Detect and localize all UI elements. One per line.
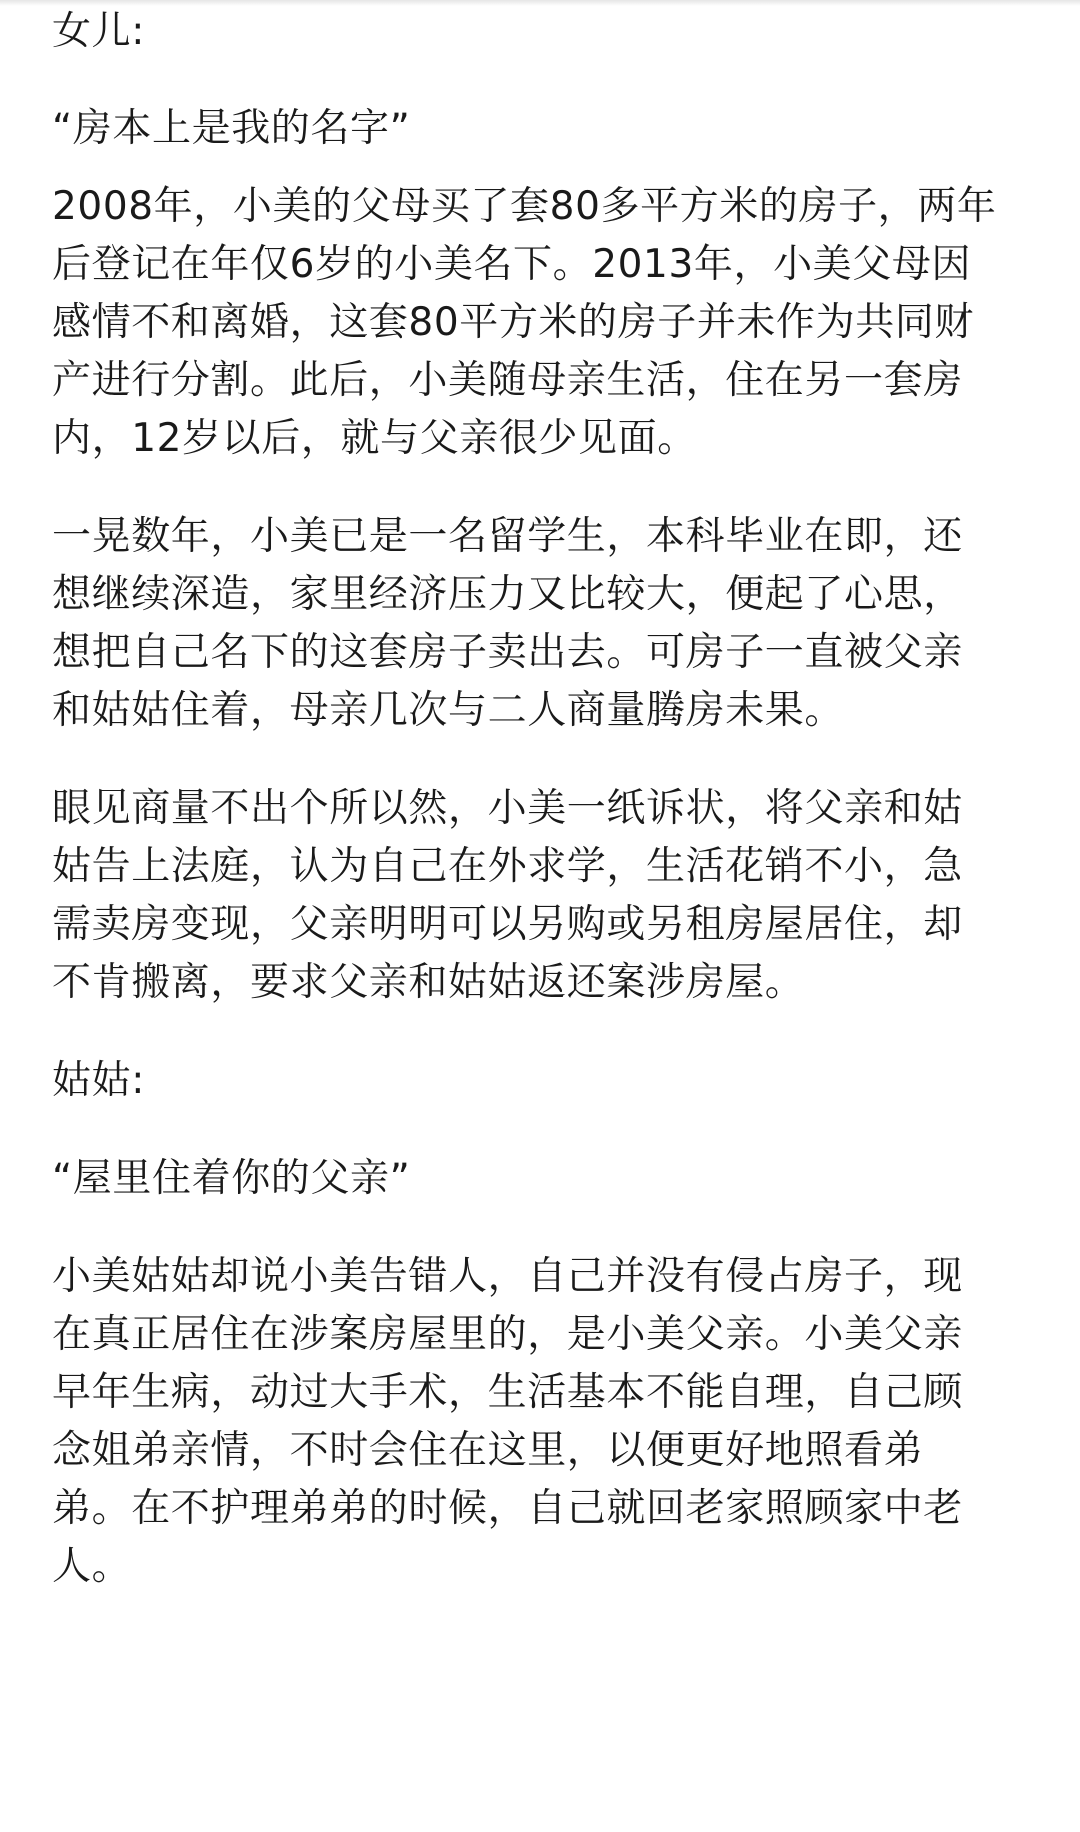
paragraph-line: 一晃数年，小美已是一名留学生，本科毕业在即，还 xyxy=(52,514,963,559)
paragraph-line: 感情不和离婚，这套80平方米的房子并未作为共同财 xyxy=(52,300,975,345)
section-heading-daughter: 女儿: xyxy=(52,9,145,54)
paragraph-line: 眼见商量不出个所以然，小美一纸诉状，将父亲和姑 xyxy=(52,786,963,831)
paragraph-line: 和姑姑住着，母亲几次与二人商量腾房未果。 xyxy=(52,688,845,733)
paragraph-line: 产进行分割。此后，小美随母亲生活，住在另一套房 xyxy=(52,358,963,403)
paragraph-line: 姑告上法庭，认为自己在外求学，生活花销不小，急 xyxy=(52,844,963,889)
paragraph-line: 需卖房变现，父亲明明可以另购或另租房屋居住，却 xyxy=(52,902,963,947)
paragraph-line: 弟。在不护理弟弟的时候，自己就回老家照顾家中老 xyxy=(52,1486,963,1531)
paragraph-line: 后登记在年仅6岁的小美名下。2013年，小美父母因 xyxy=(52,242,972,287)
section-quote-daughter: “房本上是我的名字” xyxy=(52,106,411,151)
section-heading-aunt: 姑姑: xyxy=(52,1058,145,1103)
paragraph-line: 早年生病，动过大手术，生活基本不能自理，自己顾 xyxy=(52,1370,963,1415)
paragraph-line: 在真正居住在涉案房屋里的，是小美父亲。小美父亲 xyxy=(52,1312,963,1357)
paragraph-line: 想把自己名下的这套房子卖出去。可房子一直被父亲 xyxy=(52,630,963,675)
paragraph-line: 不肯搬离，要求父亲和姑姑返还案涉房屋。 xyxy=(52,960,805,1005)
paragraph-line: 小美姑姑却说小美告错人，自己并没有侵占房子，现 xyxy=(52,1254,963,1299)
paragraph-line: 念姐弟亲情，不时会住在这里，以便更好地照看弟 xyxy=(52,1428,924,1473)
top-divider xyxy=(0,0,1080,6)
section-quote-aunt: “屋里住着你的父亲” xyxy=(52,1156,411,1201)
paragraph-line: 内，12岁以后，就与父亲很少见面。 xyxy=(52,416,697,461)
paragraph-line: 人。 xyxy=(52,1544,132,1589)
paragraph-line: 2008年，小美的父母买了套80多平方米的房子，两年 xyxy=(52,184,997,229)
paragraph-line: 想继续深造，家里经济压力又比较大，便起了心思， xyxy=(52,572,963,617)
